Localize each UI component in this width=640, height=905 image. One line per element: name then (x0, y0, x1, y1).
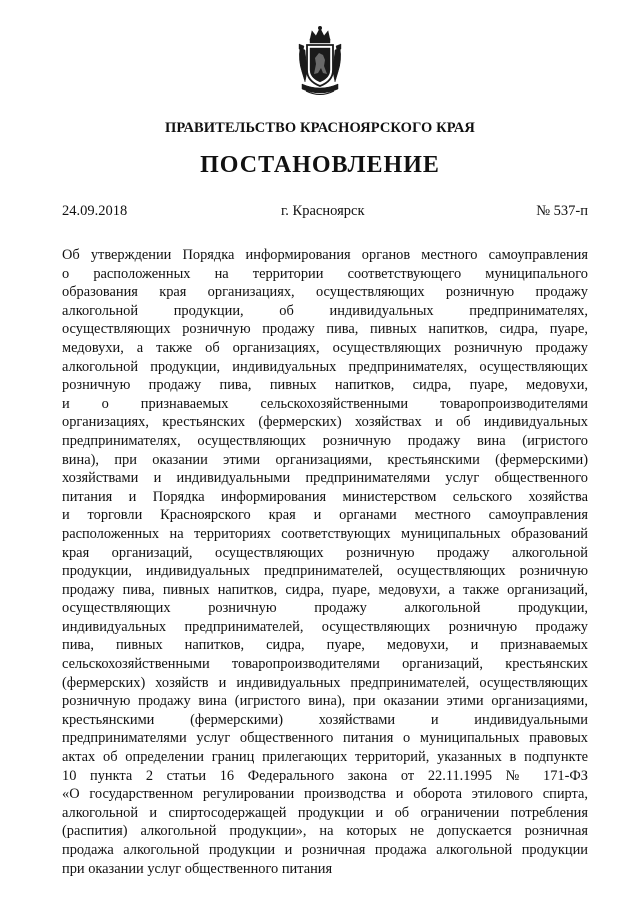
subject-line: алкогольной и спиртосодержащей продукции и об ограничении потребления (62, 804, 588, 821)
subject-line: предпринимателях, осуществляющих розничную продажу вина (игристого (62, 432, 588, 449)
document-subject (62, 246, 588, 878)
subject-line: продажа алкогольной продукции и розничная продажа алкогольной продукции (62, 842, 588, 858)
subject-line: (фермерских) хозяйств и индивидуальных предпринимателей, осуществляющих (62, 674, 588, 691)
subject-line: пива, пивных напитков, сидра, пуаре, медовухи, и признаваемых (62, 637, 588, 654)
subject-line: крестьянскими (фермерскими) хозяйствами и индивидуальными (62, 711, 588, 728)
subject-line: образования края организациях, осуществляющих розничную продажу (62, 284, 588, 301)
subject-line: при оказании услуг общественного питания (62, 860, 333, 877)
subject-line: питания и Порядка информирования министерством сельского хозяйства (62, 488, 588, 505)
subject-line: расположенных на территориях соответствующих муниципальных образований (62, 525, 588, 542)
government-title: ПРАВИТЕЛЬСТВО КРАСНОЯРСКОГО КРАЯ (164, 120, 475, 136)
subject-line: и торговли Красноярского края и органами местного самоуправления (62, 507, 588, 524)
subject-line: алкогольной продукции, об индивидуальных предпринимателях, (62, 302, 588, 319)
document-city: г. Красноярск (281, 203, 365, 219)
subject-line: сельскохозяйственными товаропроизводителями организаций, крестьянских (62, 656, 588, 673)
subject-line: организациях, крестьянских (фермерских) хозяйствах и об индивидуальных (62, 414, 588, 431)
subject-line: хозяйствами и индивидуальными предпринимателями услуг общественного (62, 470, 588, 487)
subject-line: алкогольной продукции, индивидуальных предпринимателях, осуществляющих (62, 358, 588, 375)
subject-line: индивидуальных предпринимателей, осуществляющих розничную продажу (62, 618, 588, 635)
subject-line: актах об определении границ прилегающих территорий, указанных в подпункте (62, 749, 588, 766)
subject-line: розничную продажу пива, пивных напитков, сидра, пуаре, медовухи, (62, 377, 588, 394)
subject-line: (распития) алкогольной продукции», на которых не допускается розничная (62, 823, 588, 840)
document-number: № 537-п (536, 203, 588, 219)
subject-line: вина), при оказании этими организациями, крестьянскими (фермерскими) (62, 451, 588, 468)
subject-line: и о признаваемых сельскохозяйственными товаропроизводителями (62, 395, 588, 412)
krasnoyarsk-krai-coat-of-arms-icon (296, 26, 344, 100)
subject-line: «О государственном регулировании производства и оборота этилового спирта, (62, 786, 588, 803)
subject-line: о расположенных на территории соответствующего муниципального (62, 265, 588, 282)
subject-line: розничную продажу вина (игристого вина), при оказании этими организациями, (62, 693, 588, 710)
document-type-title: ПОСТАНОВЛЕНИЕ (200, 152, 440, 178)
subject-line: 10 пункта 2 статьи 16 Федерального закона от 22.11.1995 № 171-ФЗ (62, 767, 588, 784)
subject-line: медовухи, а также об организациях, осуществляющих розничную продажу (62, 339, 588, 356)
subject-line: края организаций, осуществляющих розничную продажу алкогольной (62, 544, 588, 561)
subject-line: продажу пива, пивных напитков, сидра, пуаре, медовухи, а также организаций, (62, 581, 588, 598)
subject-line: продукции, индивидуальных предпринимателей, осуществляющих розничную (62, 563, 588, 580)
subject-line: осуществляющих розничную продажу алкогольной продукции, (62, 600, 588, 617)
document-date: 24.09.2018 (62, 203, 128, 219)
document-meta-row (62, 203, 588, 223)
subject-line: Об утверждении Порядка информирования органов местного самоуправления (62, 247, 588, 263)
subject-line: осуществляющих розничную продажу пива, пивных напитков, сидра, пуаре, (62, 321, 588, 338)
subject-line: предпринимателями услуг общественного питания о муниципальных правовых (62, 730, 588, 747)
